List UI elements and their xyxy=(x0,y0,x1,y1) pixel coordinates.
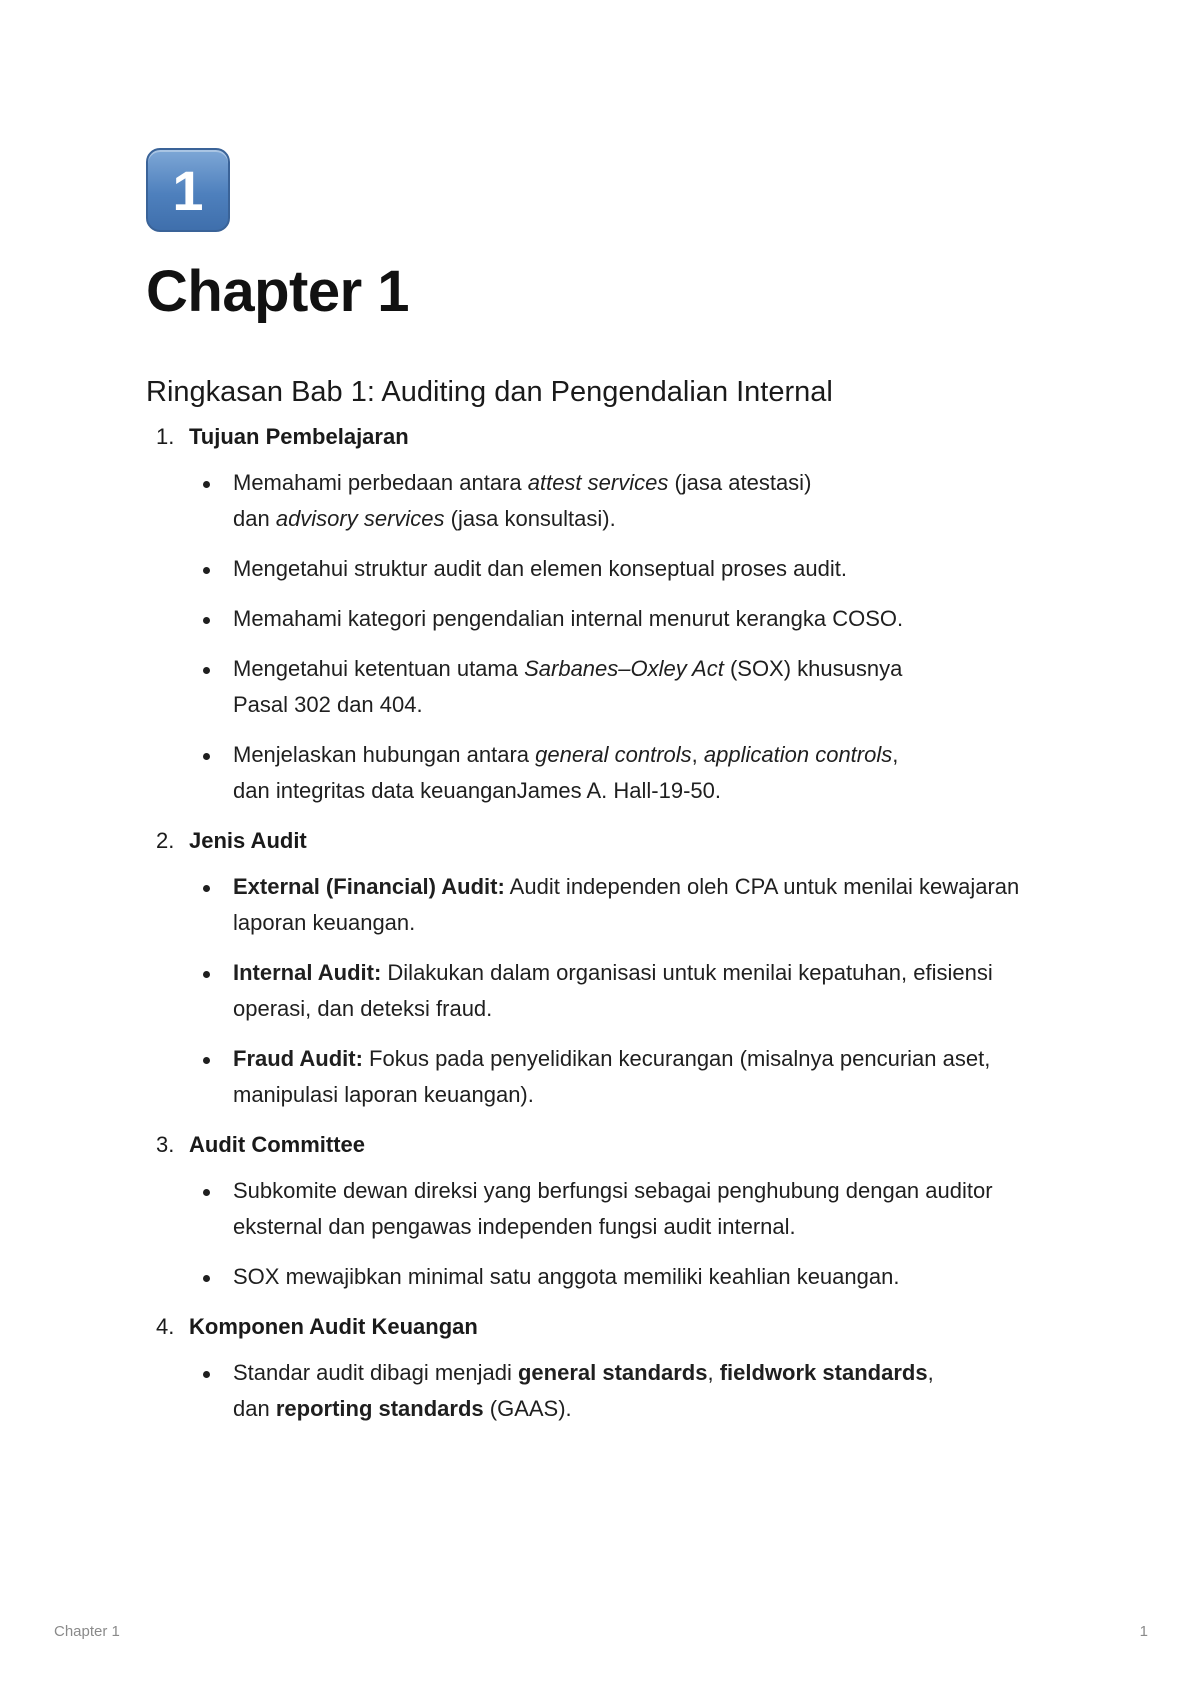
section-audit-committee xyxy=(146,1127,1066,1295)
bullet-list xyxy=(146,1173,1066,1295)
section-komponen-audit-keuangan xyxy=(146,1309,1066,1427)
list-item: Subkomite dewan direksi yang berfungsi sebagai penghubung dengan auditor eksternal dan pengawas independen fungsi audit internal. xyxy=(146,1173,1066,1245)
section-number: 2. xyxy=(156,828,175,853)
section-jenis-audit xyxy=(146,823,1066,1113)
list-item: Mengetahui struktur audit dan elemen konseptual proses audit. xyxy=(146,551,1066,587)
section-list xyxy=(146,419,1066,1427)
bullet-list xyxy=(146,465,1066,809)
section-tujuan-pembelajaran xyxy=(146,419,1066,809)
page-title: Chapter 1 xyxy=(146,259,410,324)
section-number: 4. xyxy=(156,1314,175,1339)
list-item: Internal Audit: Dilakukan dalam organisasi untuk menilai kepatuhan, efisiensi operasi, dan deteksi fraud. xyxy=(146,955,1066,1027)
list-item: Memahami perbedaan antara attest services (jasa atestasi) dan advisory services (jasa konsultasi). xyxy=(146,465,1066,537)
chapter-number-icon: 1 xyxy=(146,148,230,232)
list-item: External (Financial) Audit: Audit independen oleh CPA untuk menilai kewajaran laporan keuangan. xyxy=(146,869,1066,941)
section-heading: Komponen Audit Keuangan xyxy=(189,1314,478,1339)
list-item: SOX mewajibkan minimal satu anggota memiliki keahlian keuangan. xyxy=(146,1259,1066,1295)
section-number: 3. xyxy=(156,1132,175,1157)
section-number: 1. xyxy=(156,424,175,449)
section-heading: Tujuan Pembelajaran xyxy=(189,424,409,449)
list-item: Menjelaskan hubungan antara general controls, application controls, dan integritas data keuanganJames A. Hall-19-50. xyxy=(146,737,1066,809)
document-body xyxy=(146,376,1066,1441)
list-item: Memahami kategori pengendalian internal menurut kerangka COSO. xyxy=(146,601,1066,637)
footer-page-number: 1 xyxy=(1139,1623,1148,1640)
list-item: Fraud Audit: Fokus pada penyelidikan kecurangan (misalnya pencurian aset, manipulasi laporan keuangan). xyxy=(146,1041,1066,1113)
document-subtitle: Ringkasan Bab 1: Auditing dan Pengendalian Internal xyxy=(146,376,833,408)
list-item: Standar audit dibagi menjadi general standards, fieldwork standards, dan reporting standards (GAAS). xyxy=(146,1355,1066,1427)
bullet-list xyxy=(146,869,1066,1113)
footer-document-title: Chapter 1 xyxy=(54,1623,120,1640)
section-heading: Audit Committee xyxy=(189,1132,365,1157)
bullet-list xyxy=(146,1355,1066,1427)
list-item: Mengetahui ketentuan utama Sarbanes–Oxley Act (SOX) khususnya Pasal 302 dan 404. xyxy=(146,651,1066,723)
section-heading: Jenis Audit xyxy=(189,828,307,853)
